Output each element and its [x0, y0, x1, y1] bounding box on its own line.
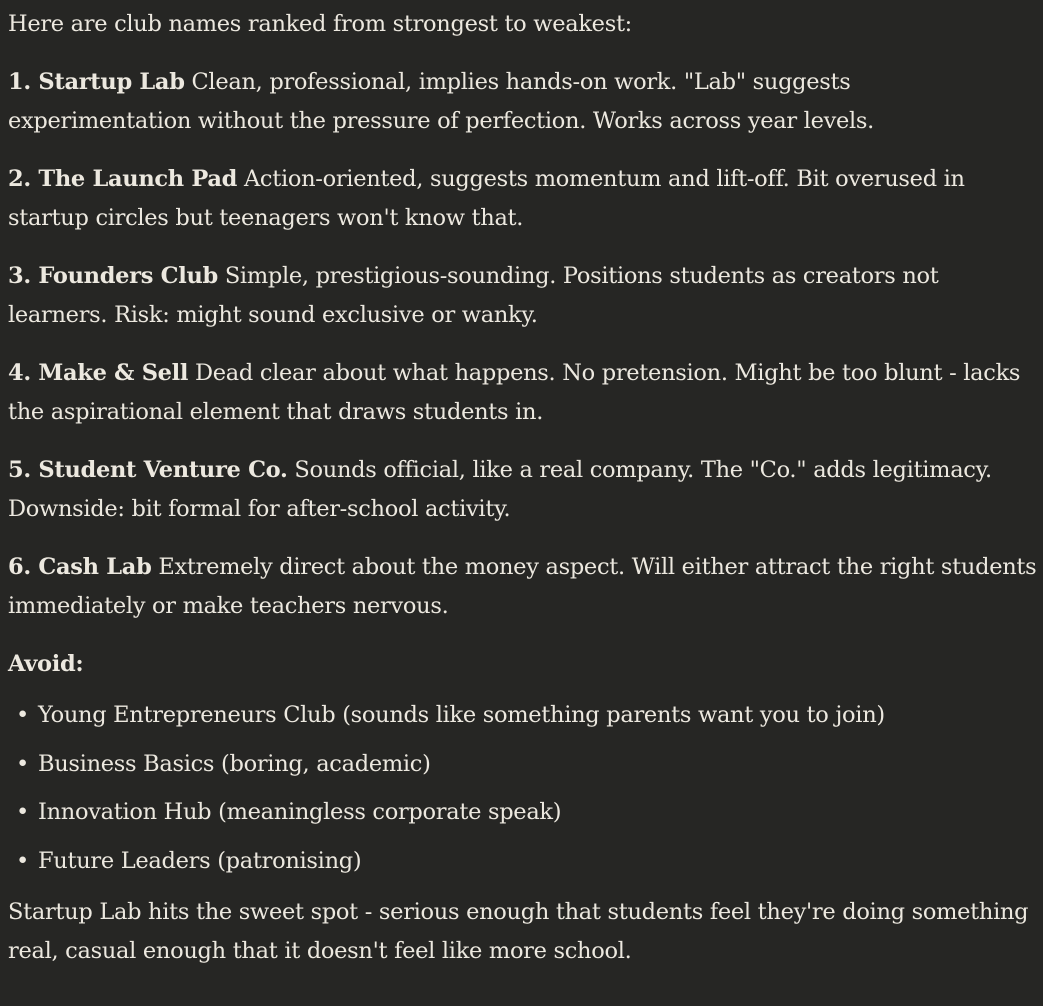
- assistant-message: [8, 5, 1038, 971]
- ranked-item-2: [8, 160, 1038, 238]
- ranked-item-title: 5. Student Venture Co.: [8, 457, 288, 483]
- avoid-heading-label: Avoid:: [8, 651, 84, 677]
- avoid-list: [8, 696, 1038, 881]
- bullet-icon: •: [16, 847, 29, 874]
- ranked-item-title: 3. Founders Club: [8, 263, 218, 289]
- ranked-item-text: Action-oriented, suggests momentum and lift-off. Bit overused in startup circles but teenagers won't know that.: [8, 166, 965, 231]
- list-item: [8, 793, 1038, 832]
- list-item-text: Future Leaders (patronising): [38, 847, 362, 874]
- ranked-item-4: [8, 354, 1038, 432]
- conclusion-text: Startup Lab hits the sweet spot - serious enough that students feel they're doing something real, casual enough that it doesn't feel like more school.: [8, 898, 1029, 964]
- list-item: [8, 696, 1038, 735]
- intro-text: Here are club names ranked from strongest to weakest:: [8, 11, 632, 37]
- ranked-item-text: Dead clear about what happens. No pretension. Might be too blunt - lacks the aspirational element that draws students in.: [8, 360, 1021, 425]
- avoid-heading: [8, 645, 1038, 684]
- ranked-item-title: 2. The Launch Pad: [8, 166, 238, 192]
- bullet-icon: •: [16, 702, 29, 728]
- ranked-item-text: Sounds official, like a real company. The "Co." adds legitimacy. Downside: bit formal for after-school activity.: [8, 457, 992, 522]
- list-item-text: Young Entrepreneurs Club (sounds like something parents want you to join): [38, 702, 885, 728]
- ranked-item-1: [8, 63, 1038, 141]
- ranked-item-6: [8, 548, 1038, 626]
- list-item-text: Innovation Hub (meaningless corporate speak): [38, 799, 562, 825]
- ranked-item-title: 1. Startup Lab: [8, 69, 185, 95]
- ranked-item-title: 4. Make & Sell: [8, 360, 189, 386]
- ranked-item-text: Extremely direct about the money aspect. Will either attract the right students immediately or make teachers nervous.: [8, 554, 1037, 619]
- ranked-item-3: [8, 257, 1038, 335]
- list-item: [8, 745, 1038, 784]
- list-item: [8, 842, 1038, 881]
- bullet-icon: •: [16, 750, 29, 777]
- ranked-item-title: 6. Cash Lab: [8, 554, 152, 580]
- list-item-text: Business Basics (boring, academic): [38, 750, 431, 777]
- ranked-item-text: Clean, professional, implies hands-on work. "Lab" suggests experimentation without the pressure of perfection. Works across year levels.: [8, 69, 875, 134]
- ranked-item-text: Simple, prestigious-sounding. Positions students as creators not learners. Risk: might sound exclusive or wanky.: [8, 263, 939, 328]
- bullet-icon: •: [16, 799, 29, 825]
- ranked-item-5: [8, 451, 1038, 529]
